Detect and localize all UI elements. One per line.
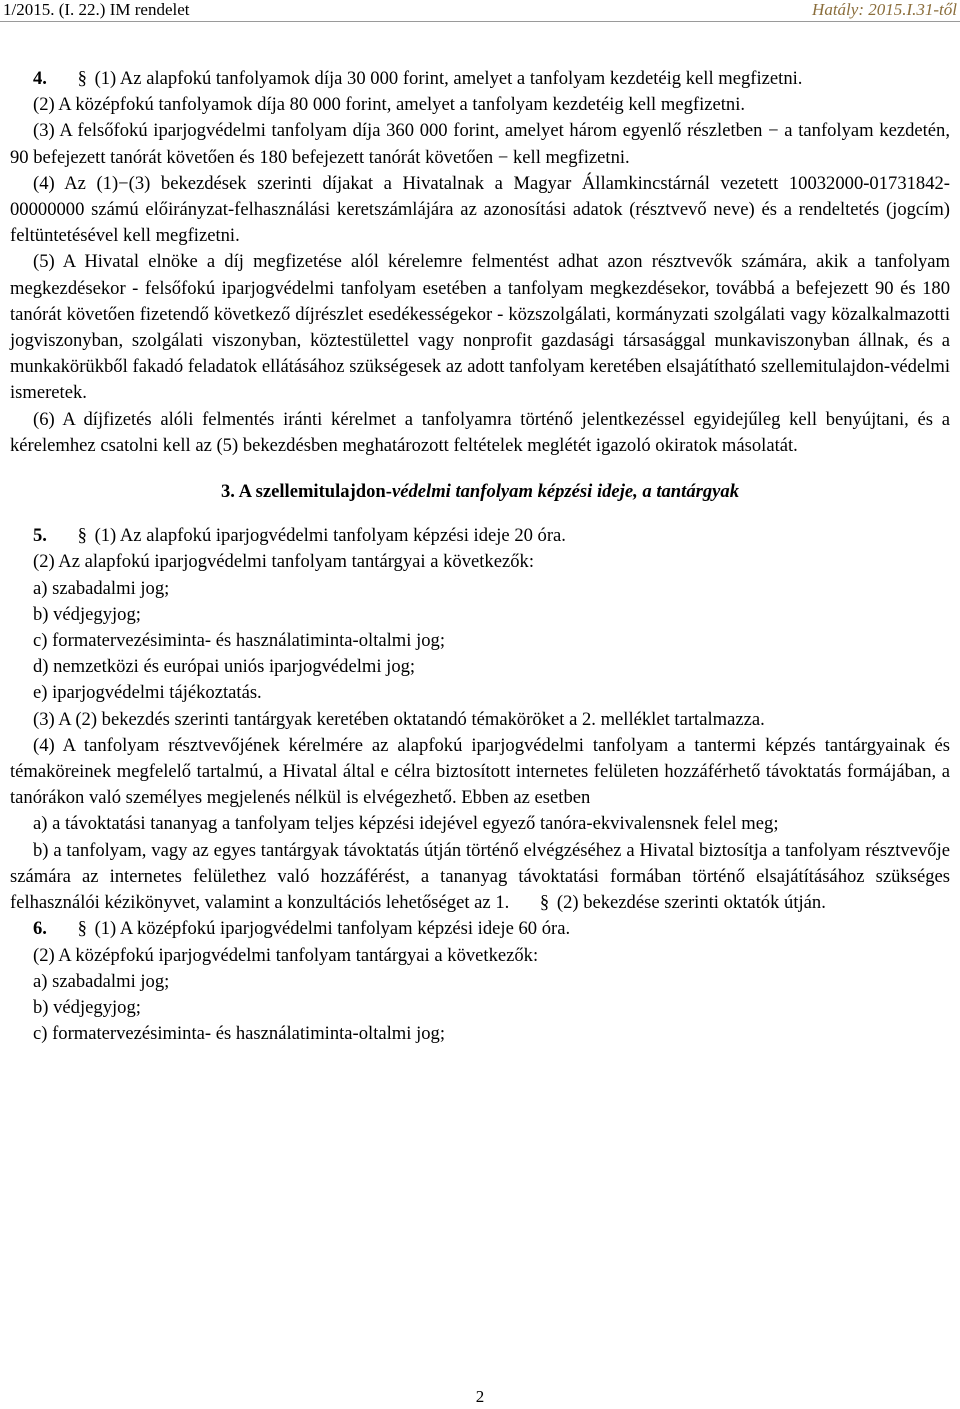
para5-sub4: (4) A tanfolyam résztvevőjének kérelmére az alapfokú iparjogvédelmi tanfolyam a tantermi képzés tantárgyainak és témaköreinek megfelelő tartalmú, a Hivatal által e célra biztosított internetes felületen hozzáférhető távoktatás formájában, a tanórákon való személyes megjelenés nélkül is elvégezhető. Ebben az esetben	[10, 734, 950, 809]
section3-title	[10, 479, 950, 505]
para4-sub5: (5) A Hivatal elnöke a díj megfizetése alól kérelemre felmentést adhat azon résztvevők számára, akik a tanfolyam megkezdésekor - felsőfokú iparjogvédelmi tanfolyam esetében a tanfolyam megkezdésekor, továbbá a befejezett 90 és 180 tanórát követően fizetendő következő díjrészlet esedékességekor - közszolgálati, kormányzati szolgálati vagy közalkalmazotti jogviszonyban, szolgálati viszonyban, köztestülettel vagy nonprofit gazdasági társasággal munkaviszonyban állnak, és a munkakörükből fakadó feladatok ellátásához szükségesek az adott tanfolyam keretében elsajátítható szellemitulajdon-védelmi ismeretek.	[10, 251, 950, 404]
para4-sub3: (3) A felsőfokú iparjogvédelmi tanfolyam díja 360 000 forint, amelyet három egyenlő részletben − a tanfolyam kezdetén, 90 befejezett tanórát követően és 180 befejezett tanórát követően − kell megfizetni.	[10, 120, 950, 168]
para5-sub1	[10, 523, 950, 549]
para5-sub4-b-text: b) a tanfolyam, vagy az egyes tantárgyak távoktatás útján történő elvégzéséhez a Hivatal biztosítja a tanfolyam résztvevője számára az internetes felülethez való hozzáférést, a tananyag távoktatási formában történő elsajátításához szükséges felhasználói kézikönyvet, valamint a konzultációs lehetőséget az 1.	[10, 839, 950, 914]
para5-sub2: (2) Az alapfokú iparjogvédelmi tanfolyam tantárgyai a következők:	[33, 551, 534, 573]
para4-number: 4.	[33, 68, 47, 89]
page-number: 2	[475, 1387, 485, 1406]
section3-title-plain: 3. A szellemitulajdon-	[221, 481, 392, 503]
para4-sub1	[10, 66, 950, 92]
para5-sub4-a: a) a távoktatási tananyag a tanfolyam teljes képzési idejével egyező tanóra-ekvivalensnek felel meg;	[33, 813, 779, 835]
para5-sub4-b	[10, 838, 950, 917]
para6-number: 6.	[33, 918, 47, 940]
list-item: a) szabadalmi jog;	[33, 970, 170, 992]
para5-number: 5.	[33, 525, 47, 547]
section-sign-link[interactable]: §	[539, 892, 550, 914]
list-item: b) védjegyjog;	[33, 603, 141, 625]
para6-sub2: (2) A középfokú iparjogvédelmi tanfolyam tantárgyai a következők:	[33, 944, 539, 966]
list-item: a) szabadalmi jog;	[33, 577, 170, 599]
header-effective-date: Hatály: 2015.I.31-től	[812, 0, 957, 19]
para6-sub1-text: (1) A középfokú iparjogvédelmi tanfolyam képzési ideje 60 óra.	[94, 918, 571, 940]
header-divider	[0, 21, 960, 22]
para4-sub1-text: (1) Az alapfokú tanfolyamok díja 30 000 forint, amelyet a tanfolyam kezdetéig kell megfizetni.	[94, 68, 803, 89]
para6-sub1	[10, 916, 950, 942]
para5-sub3: (3) A (2) bekezdés szerinti tantárgyak keretében oktatandó témaköröket a 2. melléklet tartalmazza.	[33, 708, 765, 730]
section-sign-link[interactable]: §	[77, 525, 87, 547]
section-sign-link[interactable]: §	[77, 68, 87, 89]
page-header	[0, 0, 960, 22]
document-body	[10, 66, 950, 1047]
list-item: b) védjegyjog;	[33, 996, 141, 1018]
header-regulation-id: 1/2015. (I. 22.) IM rendelet	[3, 0, 190, 19]
section-sign-link[interactable]: §	[77, 918, 87, 940]
para5-sub1-text: (1) Az alapfokú iparjogvédelmi tanfolyam képzési ideje 20 óra.	[94, 525, 566, 547]
list-item: d) nemzetközi és európai uniós iparjogvédelmi jog;	[33, 656, 416, 678]
list-item: c) formatervezésiminta- és használatiminta-oltalmi jog;	[33, 1023, 446, 1045]
para5-sub4-b-text-end: (2) bekezdése szerinti oktatók útján.	[556, 892, 826, 914]
para4-sub2: (2) A középfokú tanfolyamok díja 80 000 forint, amelyet a tanfolyam kezdetéig kell megfizetni.	[33, 94, 746, 116]
para4-sub4: (4) Az (1)−(3) bekezdések szerinti díjakat a Hivatalnak a Magyar Államkincstárnál vezetett 10032000-01731842-00000000 számú előirányzat-felhasználási keretszámlájára az azonosítási adatok (résztvevő neve) és a rendeltetés (jogcím) feltüntetésével kell megfizetni.	[10, 172, 950, 247]
para4-sub6: (6) A díjfizetés alóli felmentés iránti kérelmet a tanfolyamra történő jelentkezéssel egyidejűleg kell benyújtani, és a kérelemhez csatolni kell az (5) bekezdésben meghatározott feltételek meglétét igazoló okiratok másolatát.	[10, 408, 950, 456]
section3-title-italic: védelmi tanfolyam képzési ideje, a tantárgyak	[391, 481, 739, 503]
list-item: c) formatervezésiminta- és használatiminta-oltalmi jog;	[33, 630, 446, 652]
list-item: e) iparjogvédelmi tájékoztatás.	[33, 682, 262, 704]
